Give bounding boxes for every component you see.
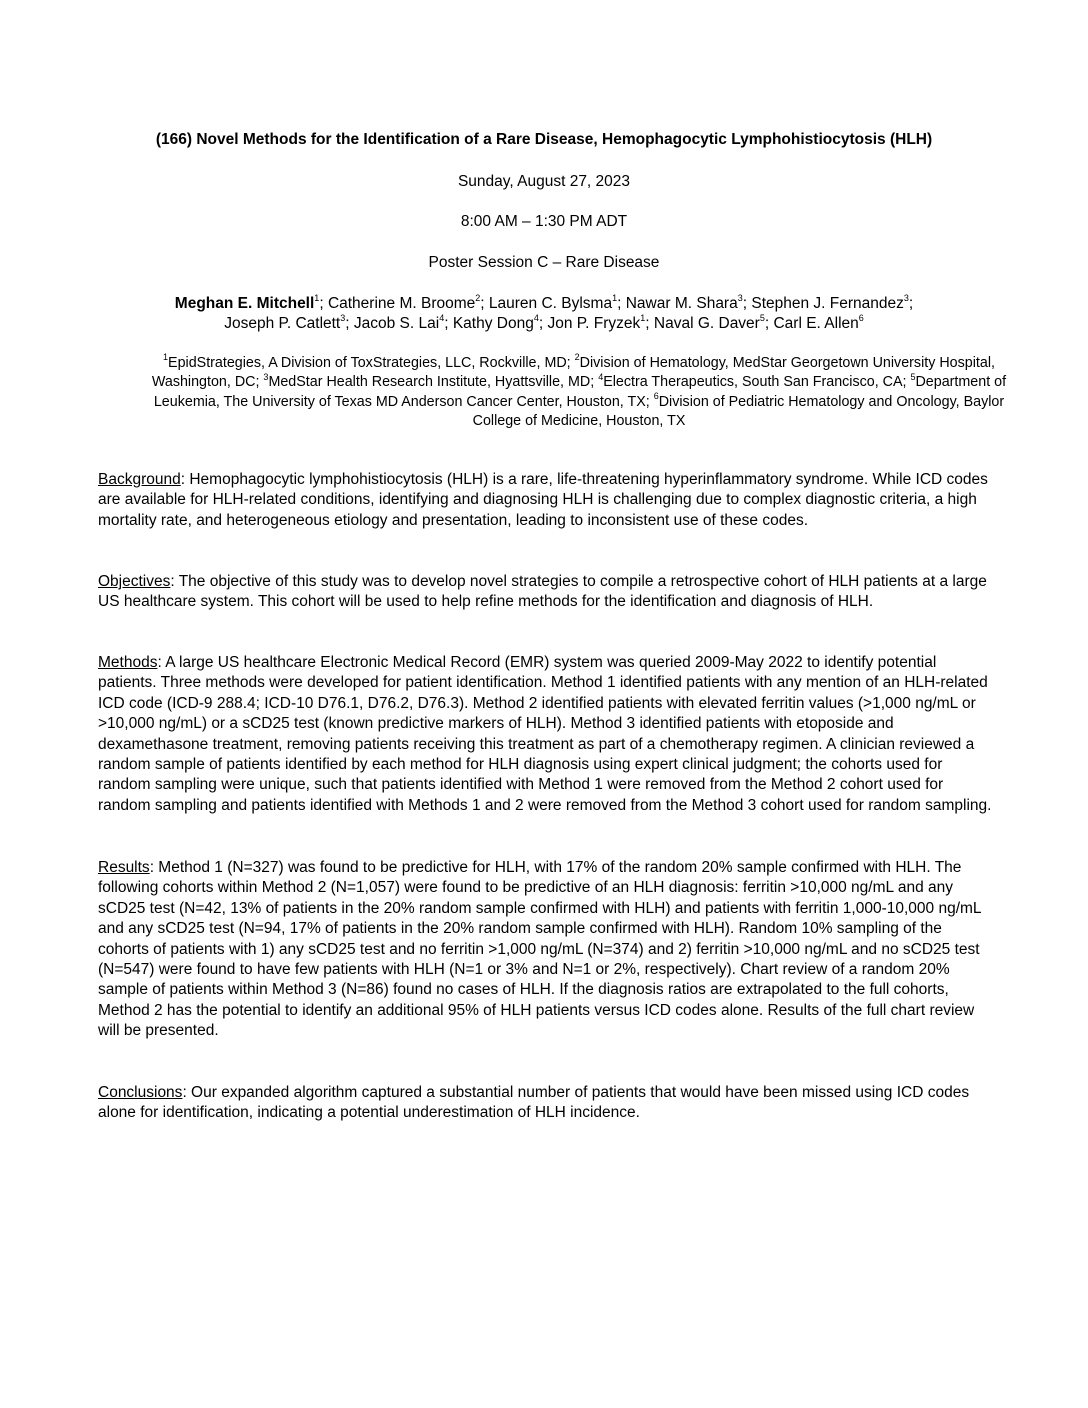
- author-separator: ;: [444, 315, 453, 332]
- section-body: : Our expanded algorithm captured a substantial number of patients that would have been missed using ICD codes alone for identification, indicating a potential underestimation of HLH incidence.: [98, 1084, 970, 1122]
- author: [773, 312, 864, 332]
- author-separator: ;: [319, 295, 328, 312]
- affiliation-number: 6: [653, 390, 659, 401]
- author-name: Catherine M. Broome: [327, 295, 476, 312]
- affiliation-number: 3: [263, 371, 269, 382]
- affiliation-text: Electra Therapeutics, South San Francisco, CA;: [603, 374, 911, 391]
- author: [224, 312, 354, 332]
- author-name: Jacob S. Lai: [353, 315, 440, 332]
- author: [452, 312, 548, 332]
- author-separator: ;: [345, 315, 354, 332]
- author-affiliation-number: 3: [737, 292, 743, 303]
- author-list: [100, 294, 988, 334]
- author-name: Naval G. Daver: [653, 315, 760, 332]
- section-body: : A large US healthcare Electronic Medical Record (EMR) system was queried 2009-May 2022 to identify potential patients. Three methods were developed for patient identification. Method 1 identified patients with any mention of an HLH-related ICD code (ICD-9 288.4; ICD-10 D76.1, D76.2, D76.3). Method 2 identified patients with elevated ferritin values (>1,000 ng/mL or >10,000 ng/mL) or a sCD25 test (known predictive markers of HLH). Method 3 identified patients with etoposide and dexamethasone treatment, removing patients receiving this treatment as part of a chemotherapy regimen. A clinician reviewed a random sample of patients identified by each method for HLH diagnosis using expert clinical judgment; the cohorts used for random sampling were unique, such that patients identified with Method 1 were removed from the Method 2 cohort used for random sampling and patients identified with Methods 1 and 2 were removed from the Method 3 cohort used for random sampling.: [98, 654, 992, 814]
- author-name: Nawar M. Shara: [625, 295, 738, 312]
- author-separator: ;: [908, 295, 914, 312]
- author-separator: ;: [617, 295, 626, 312]
- author-affiliation-number: 1: [640, 312, 646, 323]
- session-name: Poster Session C – Rare Disease: [428, 254, 660, 271]
- author-separator: ;: [538, 315, 548, 332]
- section-body: : The objective of this study was to develop novel strategies to compile a retrospective cohort of HLH patients at a large US healthcare system. This cohort will be used to help refine methods for the identification and diagnosis of HLH.: [98, 573, 987, 611]
- author-affiliation-number: 4: [439, 312, 445, 323]
- background-section: [98, 470, 996, 531]
- author-separator: ;: [480, 295, 489, 312]
- author-affiliation-number: 1: [314, 292, 320, 303]
- author-name: Meghan E. Mitchell: [174, 295, 315, 312]
- methods-section: [98, 653, 996, 816]
- affiliation-text: Division of Hematology, MedStar Georgetown University Hospital, Washington, DC;: [151, 355, 995, 391]
- section-body: : Hemophagocytic lymphohistiocytosis (HLH) is a rare, life-threatening hyperinflammatory syndrome. While ICD codes are available for HLH-related conditions, identifying and diagnosing HLH is challenging due to complex diagnostic criteria, a high mortality rate, and heterogeneous etiology and presentation, leading to inconsistent use of these codes.: [98, 471, 988, 529]
- author-affiliation-number: 3: [903, 292, 909, 303]
- author: [625, 292, 752, 312]
- session-date: Sunday, August 27, 2023: [457, 173, 631, 190]
- author: [174, 292, 328, 312]
- conclusions-section: [98, 1083, 996, 1124]
- affiliation-text: EpidStrategies, A Division of ToxStrategies, LLC, Rockville, MD;: [168, 355, 575, 371]
- affiliation-number: 5: [910, 371, 916, 382]
- author-affiliation-number: 4: [533, 312, 539, 323]
- author-separator: ;: [764, 315, 774, 332]
- objectives-section: [98, 572, 996, 613]
- affiliation-text: Division of Pediatric Hematology and Oncology, Baylor College of Medicine, Houston, TX: [472, 393, 1005, 429]
- author-affiliation-number: 6: [858, 312, 864, 323]
- author-name: Stephen J. Fernandez: [751, 295, 904, 312]
- affiliation: [163, 352, 575, 371]
- affiliation-number: 4: [598, 371, 604, 382]
- author: [327, 292, 489, 312]
- affiliation-number: 1: [163, 352, 169, 363]
- affiliation: [263, 371, 599, 391]
- author-affiliation-number: 3: [340, 312, 346, 323]
- section-heading: Objectives: [98, 573, 171, 590]
- author: [653, 312, 774, 332]
- affiliation-text: Department of Leukemia, The University of Texas MD Anderson Cancer Center, Houston, TX;: [153, 374, 1007, 410]
- author-name: Lauren C. Bylsma: [488, 295, 613, 312]
- author-affiliation-number: 2: [475, 292, 481, 303]
- author-name: Carl E. Allen: [773, 315, 859, 332]
- author-name: Joseph P. Catlett: [224, 315, 341, 332]
- results-section: [98, 858, 996, 1042]
- section-heading: Background: [98, 471, 181, 488]
- abstract-title: (166) Novel Methods for the Identification of a Rare Disease, Hemophagocytic Lymphohistiocytosis (HLH): [155, 131, 933, 148]
- affiliation-text: MedStar Health Research Institute, Hyattsville, MD;: [268, 374, 599, 391]
- section-heading: Conclusions: [98, 1084, 183, 1101]
- section-heading: Results: [98, 859, 150, 876]
- author: [488, 292, 626, 312]
- author-separator: ;: [742, 295, 752, 312]
- author-separator: ;: [645, 315, 654, 332]
- affiliation-number: 2: [574, 352, 580, 363]
- session-time: 8:00 AM – 1:30 PM ADT: [460, 213, 628, 230]
- author: [353, 312, 453, 332]
- section-body: : Method 1 (N=327) was found to be predictive for HLH, with 17% of the random 20% sample confirmed with HLH. The following cohorts within Method 2 (N=1,057) were found to be predictive of an HLH diagnosis: ferritin >10,000 ng/mL and any sCD25 test (N=42, 13% of patients in the 20% random sample confirmed with HLH) and patients with ferritin 1,000-10,000 ng/mL and any sCD25 test (N=94, 17% of patients in the 20% random sample confirmed with HLH). Random 10% sampling of the cohorts of patients with 1) any sCD25 test and no ferritin >1,000 ng/mL (N=374) and 2) ferritin >10,000 ng/mL and no sCD25 test (N=547) were found to have few patients with HLH (N=1 or 3% and N=1 or 2%, respectively). Chart review of a random 20% sample of patients within Method 3 (N=86) found no cases of HLH. If the diagnosis ratios are extrapolated to the full cohorts, Method 2 has the potential to identify an additional 95% of HLH patients versus ICD codes alone. Results of the full chart review will be presented.: [98, 859, 981, 1040]
- section-heading: Methods: [98, 654, 158, 671]
- author-name: Kathy Dong: [452, 315, 534, 332]
- author: [751, 292, 914, 312]
- author-name: Jon P. Fryzek: [547, 315, 641, 332]
- author-affiliation-number: 5: [759, 312, 765, 323]
- affiliation: [598, 371, 911, 391]
- affiliation-list: [150, 354, 1008, 431]
- author-affiliation-number: 1: [612, 292, 618, 303]
- author: [547, 312, 654, 332]
